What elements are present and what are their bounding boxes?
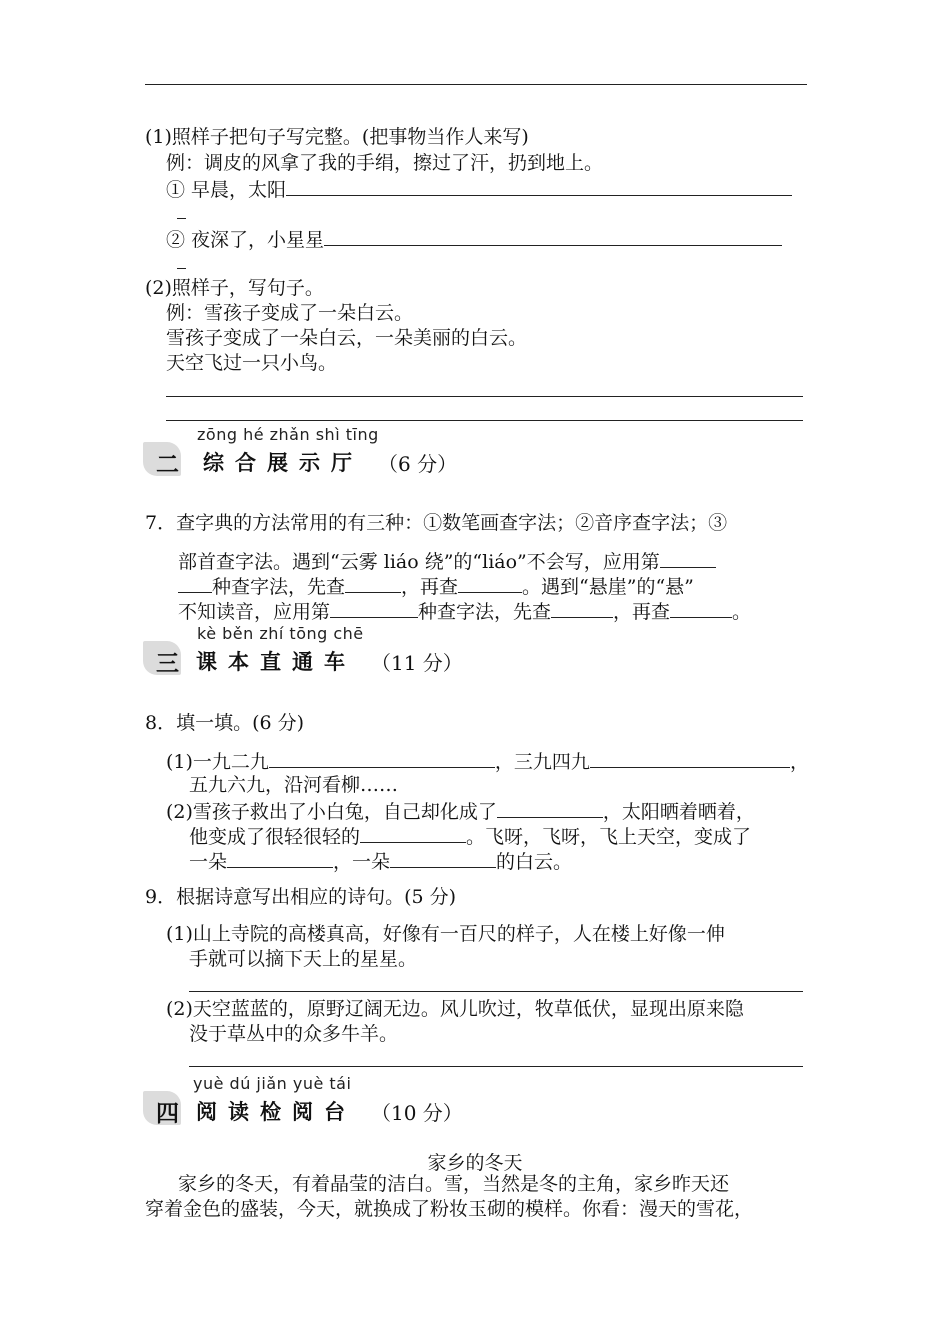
section4-score: （10 分） <box>371 1101 463 1125</box>
answer-blank[interactable] <box>497 797 603 818</box>
q7-line1: 7．查字典的方法常用的有三种：①数笔画查字法；②音序查字法；③ <box>145 512 728 534</box>
line-continuation-mark <box>177 268 186 269</box>
q-part1-title: (1)照样子把句子写完整。(把事物当作人来写) <box>145 126 529 148</box>
answer-blank[interactable] <box>178 572 212 593</box>
q8-part2-line3-text-a: 一朵 <box>189 851 228 873</box>
answer-blank[interactable] <box>286 175 792 196</box>
q9-part2-line1: (2)天空蓝蓝的，原野辽阔无边。风儿吹过，牧草低伏，显现出原来隐 <box>166 998 744 1020</box>
q8-part2-line3-text-b: ，一朵 <box>333 851 391 873</box>
answer-blank[interactable] <box>670 597 732 618</box>
q-part1-example: 例：调皮的风拿了我的手绢，擦过了汗，扔到地上。 <box>166 152 604 174</box>
q-part2-prompt: 天空飞过一只小鸟。 <box>166 352 338 374</box>
q7-line2-text: 部首查字法。遇到“云雾 liáo 绕”的“liáo”不会写，应用第 <box>178 551 660 573</box>
section2-title: 综合展示厅 <box>203 451 363 475</box>
answer-blank[interactable] <box>360 822 466 843</box>
q7-line3-text-a: 种查字法，先查 <box>212 576 346 598</box>
q8-part1-text-c: ， <box>789 751 809 773</box>
q7-line3-text-c: 。遇到“悬崖”的“悬” <box>522 576 694 598</box>
passage-line2: 穿着金色的盛装，今天，就换成了粉妆玉砌的模样。你看：漫天的雪花， <box>145 1198 754 1220</box>
q9-part1-line1: (1)山上寺院的高楼真高，好像有一百尺的样子，人在楼上好像一伸 <box>166 923 725 945</box>
answer-blank[interactable] <box>660 547 716 568</box>
q8-part2-line1 <box>166 797 755 825</box>
q7-line3-text-b: ，再查 <box>401 576 459 598</box>
answer-blank[interactable] <box>590 747 790 768</box>
section2-pinyin: zōng hé zhǎn shì tīng <box>197 425 379 444</box>
answer-line[interactable] <box>166 396 803 397</box>
passage-line1: 家乡的冬天，有着晶莹的洁白。雪，当然是冬的主角，家乡昨天还 <box>178 1173 730 1195</box>
q7-line4-text-d: 。 <box>732 601 752 623</box>
q7-line4-text-b: 种查字法，先查 <box>418 601 552 623</box>
q-part2-example-answer: 雪孩子变成了一朵白云，一朵美丽的白云。 <box>166 327 528 349</box>
q7-line4-text-c: ，再查 <box>613 601 671 623</box>
answer-blank[interactable] <box>324 225 782 246</box>
q8-part2-line3 <box>189 847 572 875</box>
q8-title: 8．填一填。(6 分) <box>145 712 305 734</box>
q8-part1-text-a: (1)一九二九 <box>166 751 269 773</box>
section4-title: 阅读检阅台 <box>196 1100 356 1124</box>
answer-blank[interactable] <box>551 597 613 618</box>
section4-pinyin: yuè dú jiǎn yuè tái <box>193 1074 352 1093</box>
q8-part1-line2: 五九六九，沿河看柳…… <box>189 774 399 796</box>
section3-title: 课本直通车 <box>196 650 356 674</box>
section4-number: 四 <box>156 1101 179 1127</box>
section3-number: 三 <box>156 651 179 677</box>
q8-part2-line2 <box>189 822 751 850</box>
section3-pinyin: kè běn zhí tōng chē <box>197 624 364 643</box>
section2-score: （6 分） <box>378 452 458 476</box>
q-part2-example: 例：雪孩子变成了一朵白云。 <box>166 302 414 324</box>
q-part1-item2 <box>166 225 782 253</box>
header-rule <box>145 84 807 85</box>
q8-part2-text-a: (2)雪孩子救出了小白兔，自己却化成了 <box>166 801 497 823</box>
answer-blank[interactable] <box>227 847 333 868</box>
q8-part2-line2-text-b: 。飞呀，飞呀，飞上天空，变成了 <box>466 826 752 848</box>
q8-part2-line2-text-a: 他变成了很轻很轻的 <box>189 826 361 848</box>
q9-part2-line2: 没于草丛中的众多牛羊。 <box>189 1023 399 1045</box>
q7-line3 <box>178 572 694 600</box>
q8-part2-line3-text-c: 的白云。 <box>496 851 573 873</box>
answer-line[interactable] <box>189 991 803 992</box>
q9-title: 9．根据诗意写出相应的诗句。(5 分) <box>145 886 457 908</box>
passage-title: 家乡的冬天 <box>427 1152 523 1174</box>
answer-line[interactable] <box>166 420 803 421</box>
answer-blank[interactable] <box>390 847 496 868</box>
answer-blank[interactable] <box>269 747 495 768</box>
q8-part1-text-b: ，三九四九 <box>494 751 590 773</box>
answer-blank[interactable] <box>345 572 401 593</box>
answer-line[interactable] <box>189 1066 803 1067</box>
q9-part1-line2: 手就可以摘下天上的星星。 <box>189 948 418 970</box>
section3-score: （11 分） <box>371 651 463 675</box>
line-continuation-mark <box>177 218 186 219</box>
answer-blank[interactable] <box>330 597 418 618</box>
q7-line2 <box>178 547 716 575</box>
q-part2-title: (2)照样子，写句子。 <box>145 277 324 299</box>
q7-line4-text-a: 不知读音，应用第 <box>178 601 331 623</box>
q-part1-item1 <box>166 175 792 203</box>
q-part1-item1-label: ① 早晨，太阳 <box>166 179 287 201</box>
q7-line4 <box>178 597 751 625</box>
q8-part2-text-b: ，太阳晒着晒着， <box>602 801 755 823</box>
section2-number: 二 <box>156 452 179 478</box>
q8-part1-line1 <box>166 747 809 775</box>
answer-blank[interactable] <box>458 572 522 593</box>
q-part1-item2-label: ② 夜深了，小星星 <box>166 229 325 251</box>
